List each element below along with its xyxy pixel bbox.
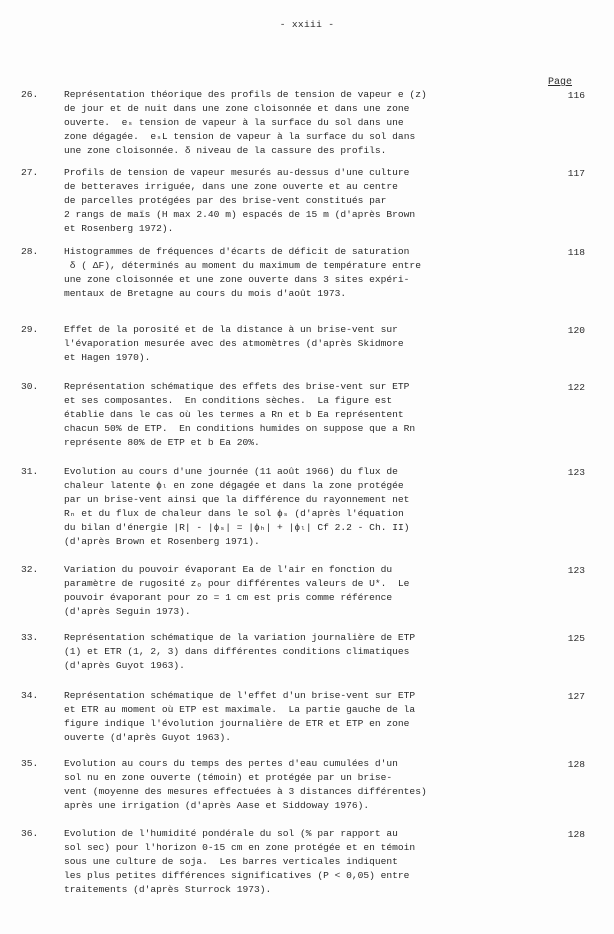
caption-line: traitements (d'après Sturrock 1973). — [64, 884, 272, 895]
page-reference: 125 — [567, 633, 585, 644]
figure-number: 26. — [21, 89, 39, 100]
caption-line: sol sec) pour l'horizon 0-15 cm en zone protégée et en témoin — [64, 842, 416, 853]
page-reference: 127 — [567, 691, 585, 702]
caption-line: chaleur latente ϕₗ en zone dégagée et dans la zone protégée — [64, 480, 404, 491]
caption-line: Représentation théorique des profils de tension de vapeur e (z) — [64, 89, 427, 100]
caption-line: ouverte. eₛ tension de vapeur à la surface du sol dans une — [64, 117, 404, 128]
figure-caption — [64, 245, 421, 301]
caption-line: après une irrigation (d'après Aase et Siddoway 1976). — [64, 800, 370, 811]
caption-line: Variation du pouvoir évaporant Ea de l'air en fonction du — [64, 564, 393, 575]
page-reference: 120 — [567, 325, 585, 336]
figure-caption — [64, 563, 409, 619]
caption-line: Evolution au cours d'une journée (11 août 1966) du flux de — [64, 466, 398, 477]
caption-line: et ses composantes. En conditions sèches. La figure est — [64, 395, 393, 406]
caption-line: sous une culture de soja. Les barres verticales indiquent — [64, 856, 398, 867]
figure-number: 32. — [21, 564, 39, 575]
page-number-header: - xxiii - — [279, 19, 335, 30]
caption-line: représente 80% de ETP et b Ea 20%. — [64, 437, 260, 448]
figure-caption — [64, 465, 410, 549]
figure-number: 35. — [21, 758, 39, 769]
figure-number: 30. — [21, 381, 39, 392]
caption-line: Représentation schématique de l'effet d'un brise-vent sur ETP — [64, 690, 416, 701]
caption-line: de betteraves irriguée, dans une zone ouverte et au centre — [64, 181, 398, 192]
caption-line: l'évaporation mesurée avec des atmomètres (d'après Skidmore — [64, 338, 404, 349]
figure-number: 27. — [21, 167, 39, 178]
page-reference: 123 — [567, 467, 585, 478]
caption-line: figure indique l'évolution journalière de ETR et ETP en zone — [64, 718, 410, 729]
caption-line: mentaux de Bretagne au cours du mois d'août 1973. — [64, 288, 347, 299]
caption-line: du bilan d'énergie |R| - |ϕₛ| = |ϕₕ| + |ϕₗ| Cf 2.2 - Ch. II) — [64, 522, 410, 533]
figure-number: 28. — [21, 246, 39, 257]
figure-number: 34. — [21, 690, 39, 701]
caption-line: δ ( ΔF), déterminés au moment du maximum de température entre — [64, 260, 421, 271]
page-reference: 118 — [567, 247, 585, 258]
caption-line: une zone cloisonnée. δ niveau de la cassure des profils. — [64, 145, 387, 156]
caption-line: Evolution au cours du temps des pertes d'eau cumulées d'un — [64, 758, 398, 769]
page-column-label: Page — [548, 77, 573, 88]
caption-line: (d'après Guyot 1963). — [64, 660, 185, 671]
caption-line: et Hagen 1970). — [64, 352, 151, 363]
figure-caption — [64, 757, 427, 813]
caption-line: (1) et ETR (1, 2, 3) dans différentes conditions climatiques — [64, 646, 410, 657]
figure-caption — [64, 323, 404, 365]
page-reference: 116 — [567, 90, 585, 101]
caption-line: Evolution de l'humidité pondérale du sol (% par rapport au — [64, 828, 398, 839]
caption-line: Rₙ et du flux de chaleur dans le sol ϕₛ (d'après l'équation — [64, 508, 404, 519]
caption-line: les plus petites différences significatives (P < 0,05) entre — [64, 870, 410, 881]
figure-caption — [64, 380, 415, 450]
caption-line: chacun 50% de ETP. En conditions humides on suppose que a Rn — [64, 423, 416, 434]
figure-caption — [64, 88, 427, 158]
caption-line: paramètre de rugosité zₒ pour différentes valeurs de U*. Le — [64, 578, 410, 589]
figure-caption — [64, 689, 415, 745]
page-reference: 128 — [567, 759, 585, 770]
caption-line: ouverte (d'après Guyot 1963). — [64, 732, 231, 743]
page-reference: 122 — [567, 382, 585, 393]
caption-line: établie dans le cas où les termes a Rn et b Ea représentent — [64, 409, 404, 420]
figure-caption — [64, 166, 415, 236]
figure-number: 36. — [21, 828, 39, 839]
figure-caption — [64, 827, 415, 897]
figure-caption — [64, 631, 415, 673]
caption-line: et Rosenberg 1972). — [64, 223, 174, 234]
figure-number: 33. — [21, 632, 39, 643]
caption-line: sol nu en zone ouverte (témoin) et protégée par un brise- — [64, 772, 393, 783]
page-reference: 123 — [567, 565, 585, 576]
caption-line: Effet de la porosité et de la distance à un brise-vent sur — [64, 324, 398, 335]
figure-number: 29. — [21, 324, 39, 335]
page-reference: 117 — [567, 168, 585, 179]
caption-line: (d'après Seguin 1973). — [64, 606, 191, 617]
caption-line: vent (moyenne des mesures effectuées à 3 distances différentes) — [64, 786, 427, 797]
caption-line: Histogrammes de fréquences d'écarts de déficit de saturation — [64, 246, 410, 257]
caption-line: 2 rangs de maïs (H max 2.40 m) espacés de 15 m (d'après Brown — [64, 209, 416, 220]
caption-line: (d'après Brown et Rosenberg 1971). — [64, 536, 260, 547]
caption-line: et ETR au moment où ETP est maximale. La partie gauche de la — [64, 704, 416, 715]
caption-line: de parcelles protégées par des brise-vent constitués par — [64, 195, 387, 206]
caption-line: Représentation schématique de la variation journalière de ETP — [64, 632, 416, 643]
caption-line: une zone cloisonnée et une zone ouverte dans 3 sites expéri- — [64, 274, 410, 285]
page-reference: 128 — [567, 829, 585, 840]
caption-line: par un brise-vent ainsi que la différence du rayonnement net — [64, 494, 410, 505]
caption-line: Représentation schématique des effets des brise-vent sur ETP — [64, 381, 410, 392]
caption-line: de jour et de nuit dans une zone cloisonnée et dans une zone — [64, 103, 410, 114]
caption-line: zone dégagée. eₛL tension de vapeur à la surface du sol dans — [64, 131, 416, 142]
caption-line: pouvoir évaporant pour zo = 1 cm est pris comme référence — [64, 592, 393, 603]
caption-line: Profils de tension de vapeur mesurés au-dessus d'une culture — [64, 167, 410, 178]
figure-number: 31. — [21, 466, 39, 477]
